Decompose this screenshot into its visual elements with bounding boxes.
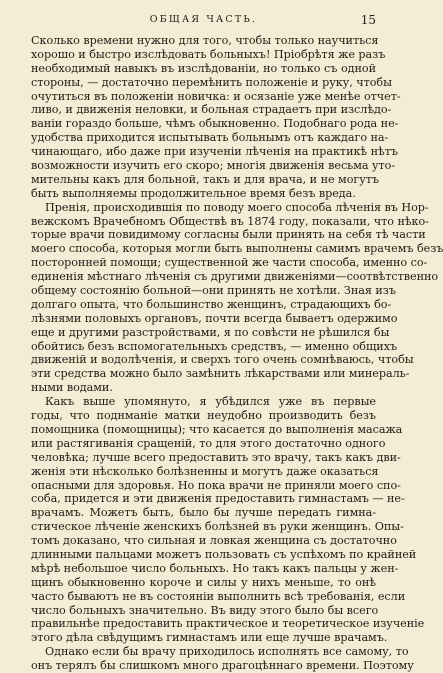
text-line: помощника (помощницы); что касается до выполненія масажа	[31, 422, 403, 436]
text-line: Какъ выше упомянуто, я убѣдился уже въ первые	[45, 395, 376, 409]
text-line: лѣзнями половыхъ органовъ, почти всегда бываетъ одержимо	[31, 311, 398, 325]
text-line: торые врачи повидимому согласны были принять на себя тѣ части	[31, 228, 426, 242]
text-line: быть выполняемы продолжительное время безъ вреда.	[31, 186, 356, 200]
text-line: томъ доказано, что сильная и ловкая женщина съ достаточно	[31, 534, 397, 548]
text-line: долгаго опыта, что большинство женщинъ, страдающихъ бо-	[31, 297, 392, 311]
text-line: число больныхъ значительно. Въ виду этого было бы всего	[31, 603, 379, 617]
body-text	[31, 34, 443, 673]
text-line: стическое лѣченіе женскихъ болѣзней въ руки женщинъ. Опы-	[31, 520, 404, 534]
text-line: соба, придется и эти движенія предоставить гимнастамъ — не-	[31, 492, 405, 506]
text-line: человѣка; лучше всего предоставить это врачу, такъ какъ дви-	[31, 450, 401, 464]
text-line: посторонней помощи; существенной же части способа, именно со-	[31, 256, 428, 270]
text-line: годы, что поднманіе матки неудобно производить безъ	[31, 409, 376, 423]
paragraph	[31, 645, 414, 673]
text-line: хорошо и быстро изслѣдовать больныхъ! Пріобрѣтя же разъ	[31, 47, 386, 61]
text-line: женія эти нѣсколько болѣзненны и могутъ даже оказаться	[31, 464, 379, 478]
text-line: врачамъ. Можетъ быть, было бы лучше передать гимна-	[31, 506, 376, 520]
text-line: ваніи гораздо больше, чѣмъ обыкновенно. Подобнаго рода не-	[31, 117, 399, 131]
text-line: часто бываютъ не въ состояніи выполнить всѣ требованія, если	[31, 589, 406, 603]
text-line: моего способа, которыя могли быть выполнены самимъ врачемъ безъ	[31, 242, 443, 256]
text-line: движеній и водолѣченія, и сверхъ того очень сомнѣваюсь, чтобы	[31, 353, 414, 367]
text-line: удобства приходится испытывать больнымъ отъ каждаго на-	[31, 131, 389, 145]
text-line: стороны, — достаточно перемѣнить положеніе и руку, чтобы	[31, 75, 392, 89]
text-line: вежскомъ Врачебномъ Обществѣ въ 1874 году, показали, что нѣко-	[31, 214, 429, 228]
text-line: ливо, и движенія неловки, и больная страдаетъ при изслѣдо-	[31, 103, 392, 117]
text-line: общему состоянію больной—они принять не хотѣли. Зная изъ	[31, 284, 396, 298]
text-line: еще и другими разстройствами, я по совѣсти не рѣшился бы	[31, 325, 390, 339]
paragraph	[31, 34, 401, 201]
text-line: необходимый навыкъ въ изслѣдованіи, но только съ одной	[31, 61, 376, 75]
text-line: правильнѣе предоставить практическое и теоретическое изученіе	[31, 617, 425, 631]
text-line: этого дѣла свѣдущимъ гимнастамъ или еще лучше врачамъ.	[31, 631, 388, 645]
text-line: возможности изучить его скоро; многія движенія весьма уто-	[31, 159, 396, 173]
page-number: 15	[360, 13, 376, 27]
text-line: мѣрѣ небольшое число больныхъ. Но такъ какъ пальцы у жен-	[31, 561, 399, 575]
text-line: очутиться въ положеніи новичка: и осязаніе уже менѣе отчет-	[31, 89, 401, 103]
text-line: чинающаго, ибо даже при изученіи лѣченія на практикѣ нѣтъ	[31, 145, 398, 159]
text-line: онъ терялъ бы слишкомъ много драгоцѣннаго времени. Поэтому	[31, 659, 414, 673]
running-title: ОБЩАЯ ЧАСТЬ.	[149, 14, 258, 25]
paragraph	[31, 200, 443, 395]
text-line: Пренія, происходившія по поводу моего способа лѣченія въ Нор-	[45, 200, 429, 214]
text-line: мительны какъ для больной, такъ и для врача, и не могутъ	[31, 172, 379, 186]
running-header	[31, 14, 376, 32]
text-line: длинными пальцами можетъ пользовать съ успѣхомъ по крайней	[31, 547, 417, 561]
text-line: ными водами.	[31, 381, 113, 395]
text-line: Сколько времени нужно для того, чтобы только научиться	[31, 34, 379, 47]
text-line: эти средства можно было замѣнить лѣкарствами или минераль-	[31, 367, 410, 381]
text-line: или растягиванія сращеній, то для этого достаточно одного	[31, 436, 386, 450]
text-line: опасными для здоровья. Но пока врачи не приняли моего спо-	[31, 478, 401, 492]
paragraph	[31, 395, 425, 645]
text-line: единенія мѣстнаго лѣченія съ другими движеніями—соотвѣтственно	[31, 270, 439, 284]
text-line: щинъ обыкновенно короче и силы у нихъ меньше, то онѣ	[31, 575, 376, 589]
text-line: Однако если бы врачу приходилось исполнять все самому, то	[45, 645, 409, 659]
text-line: обойтись безъ вспомогательныхъ средствъ, — именно общихъ	[31, 339, 398, 353]
